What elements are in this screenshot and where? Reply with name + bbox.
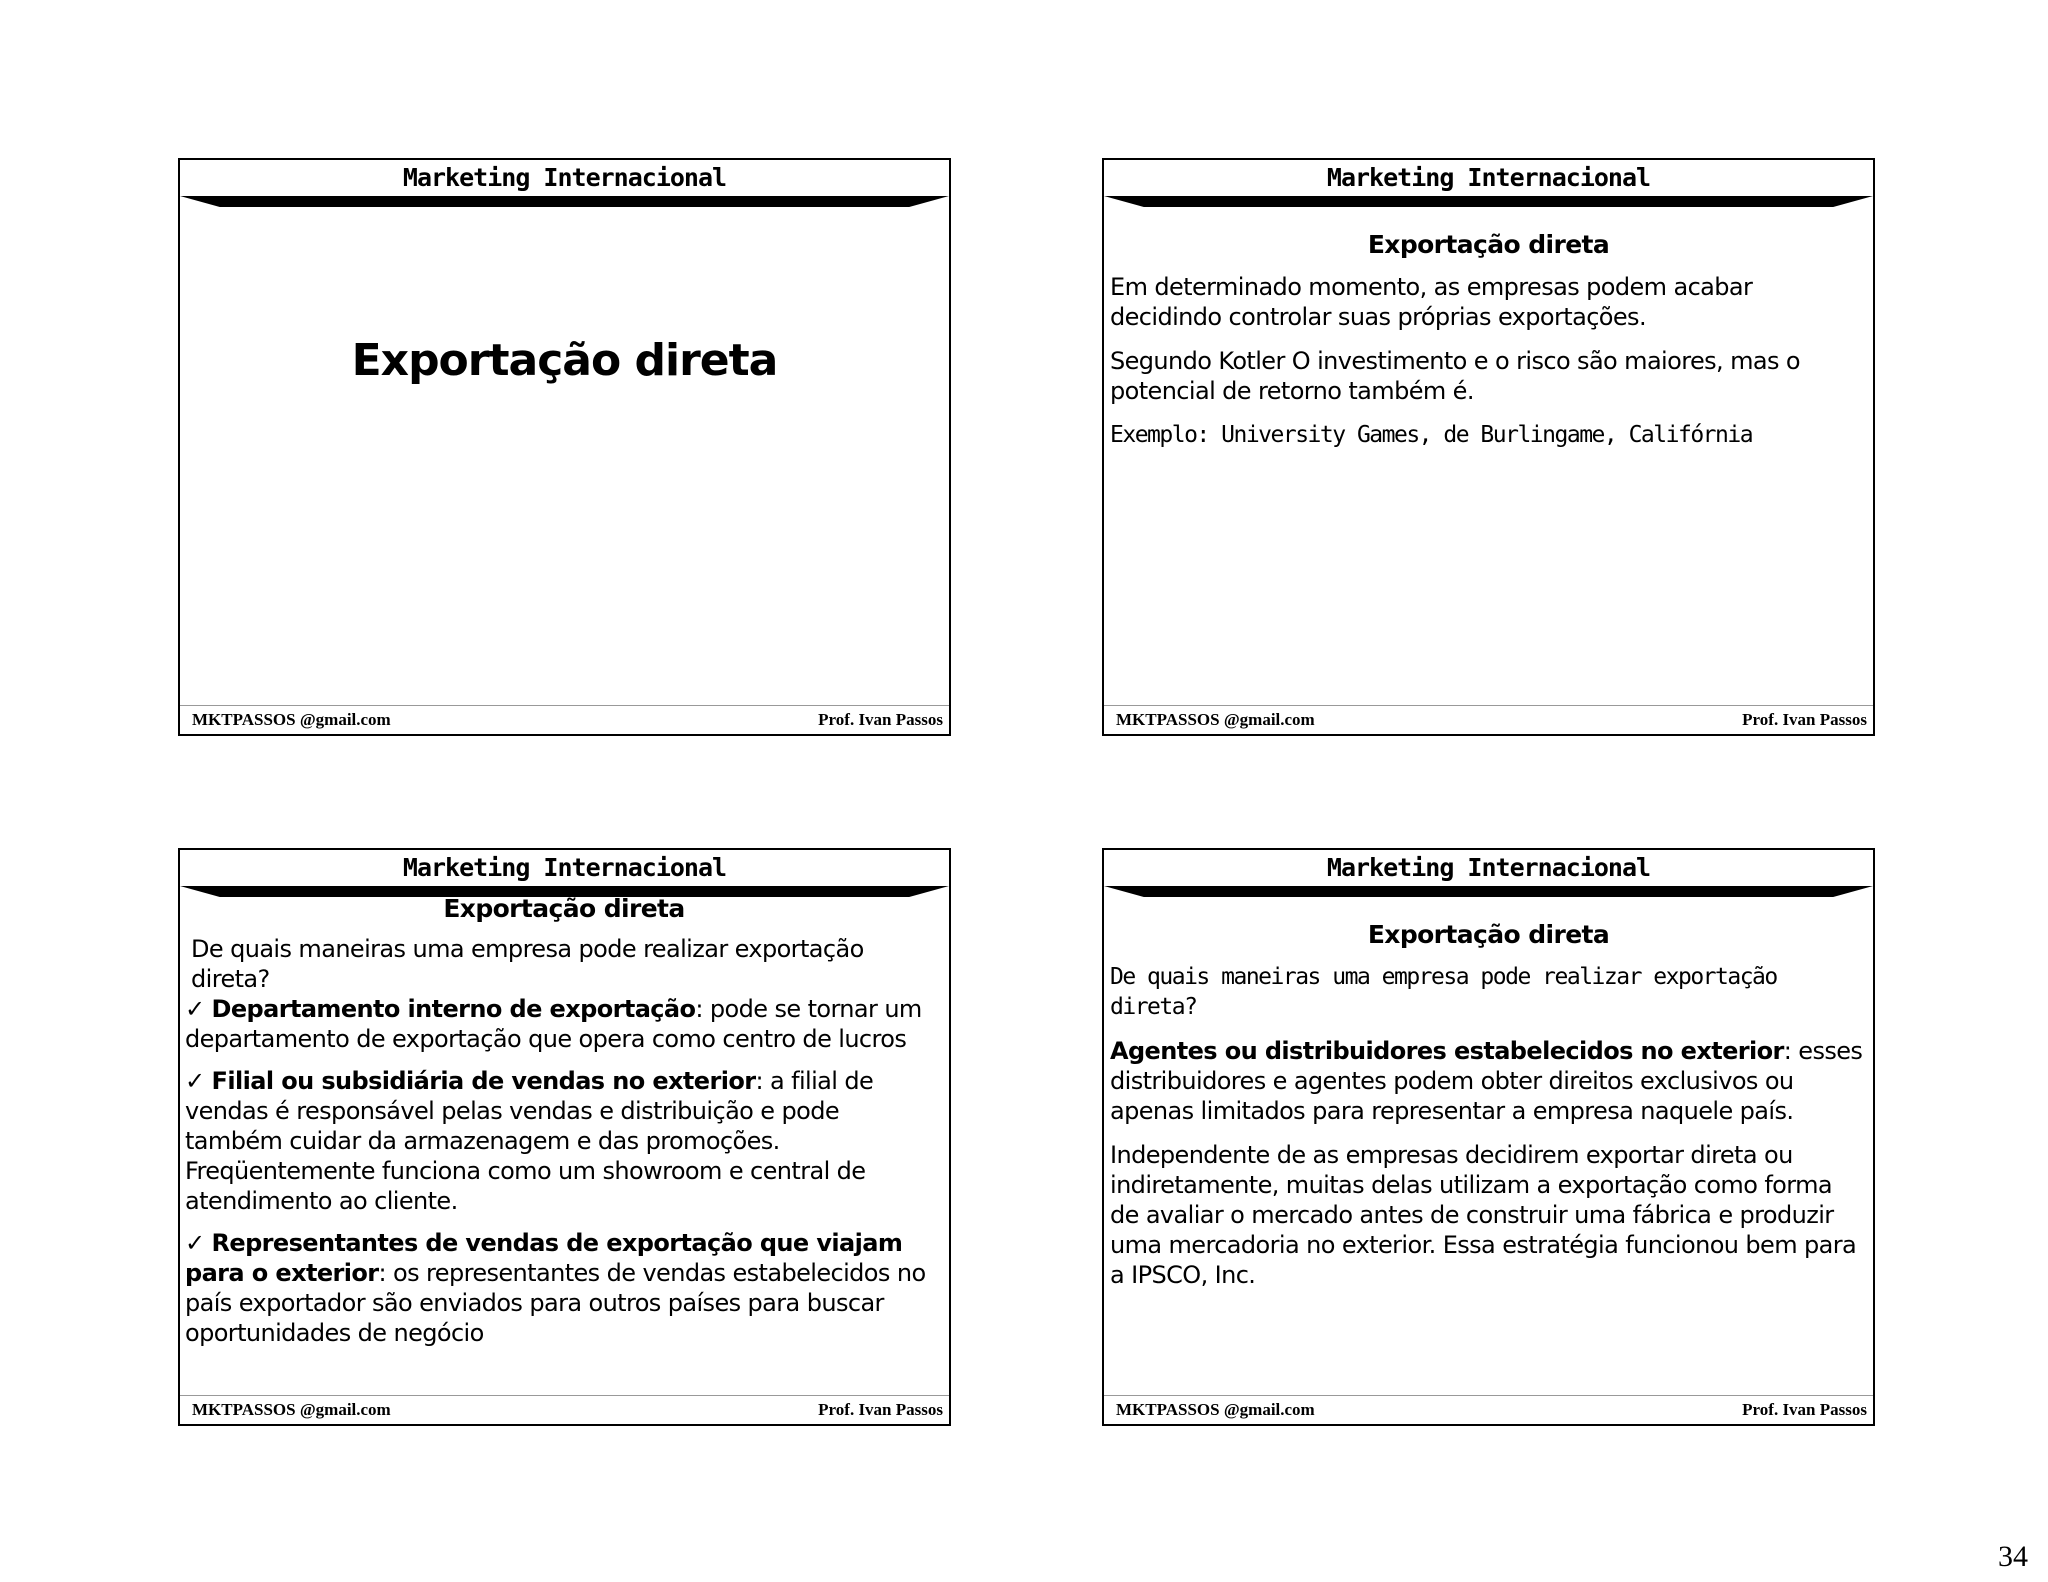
footer-author: Prof. Ivan Passos: [1742, 710, 1867, 729]
slide-header: [1104, 160, 1873, 204]
footer-email: MKTPASSOS @gmail.com: [1116, 710, 1315, 729]
body-heading: Exportação direta: [1367, 230, 1610, 259]
question: De quais maneiras uma empresa pode realizar exportação direta?: [1110, 964, 1777, 1020]
checkmark-icon: ✓: [185, 995, 205, 1023]
footer-email: MKTPASSOS @gmail.com: [192, 1400, 391, 1419]
slide-footer: [1104, 705, 1873, 734]
item-term: Representantes de vendas de exportação que viajam para o exterior: [185, 1229, 903, 1287]
slide-header-title: Marketing Internacional: [1326, 163, 1651, 192]
header-divider: [1104, 196, 1873, 207]
slide-header-title: Marketing Internacional: [402, 163, 727, 192]
slide-header: [1104, 850, 1873, 894]
slide-3: [178, 848, 951, 1426]
agents-paragraph: [1110, 1036, 1867, 1126]
paragraph: Segundo Kotler O investimento e o risco são maiores, mas o potencial de retorno também é.: [1110, 347, 1800, 405]
list-item: [185, 1066, 943, 1216]
slide-body: [185, 894, 943, 1394]
item-text: : pode se tornar um departamento de exportação que opera como centro de lucros: [185, 995, 922, 1053]
agents-term: Agentes ou distribuidores estabelecidos no exterior: [1110, 1037, 1784, 1065]
checkmark-icon: ✓: [185, 1067, 205, 1095]
slide-title: Exportação direta: [351, 335, 778, 386]
item-text: : a filial de vendas é responsável pelas vendas e distribuição e pode também cuidar da armazenagem e das promoções. Freqüentemente funciona como um showroom e central de atendimento ao cliente.: [185, 1067, 874, 1215]
slide-footer: [180, 1395, 949, 1424]
page-number: 34: [1998, 1540, 2028, 1573]
header-divider: [1104, 886, 1873, 897]
slide-footer: [1104, 1395, 1873, 1424]
checkmark-icon: ✓: [185, 1229, 205, 1257]
slide-body: [1110, 920, 1867, 1394]
body-heading: Exportação direta: [1367, 920, 1610, 949]
paragraph: Em determinado momento, as empresas podem acabar decidindo controlar suas próprias exportações.: [1110, 273, 1753, 331]
footer-author: Prof. Ivan Passos: [818, 1400, 943, 1419]
list-item: [185, 994, 943, 1054]
item-term: Departamento interno de exportação: [211, 995, 696, 1023]
slide-footer: [180, 705, 949, 734]
slide-header-title: Marketing Internacional: [1326, 853, 1651, 882]
slide-2: [1102, 158, 1875, 736]
slide-header: [180, 160, 949, 204]
footer-author: Prof. Ivan Passos: [818, 710, 943, 729]
example-paragraph: Exemplo: University Games, de Burlingame, Califórnia: [1110, 422, 1753, 448]
slide-4: [1102, 848, 1875, 1426]
list-item: [185, 1228, 943, 1348]
footer-email: MKTPASSOS @gmail.com: [192, 710, 391, 729]
question: De quais maneiras uma empresa pode realizar exportação direta?: [191, 935, 864, 993]
slide-header-title: Marketing Internacional: [402, 853, 727, 882]
slide-1: [178, 158, 951, 736]
footer-author: Prof. Ivan Passos: [1742, 1400, 1867, 1419]
item-term: Filial ou subsidiária de vendas no exterior: [211, 1067, 756, 1095]
header-divider: [180, 196, 949, 207]
body-heading: Exportação direta: [443, 894, 685, 923]
slide-body: [1110, 230, 1867, 704]
item-text: : os representantes de vendas estabelecidos no país exportador são enviados para outros países para buscar oportunidades de negócio: [185, 1259, 926, 1347]
agents-text: : esses distribuidores e agentes podem obter direitos exclusivos ou apenas limitados para representar a empresa naquele país.: [1110, 1037, 1863, 1125]
footer-email: MKTPASSOS @gmail.com: [1116, 1400, 1315, 1419]
closing-paragraph: Independente de as empresas decidirem exportar direta ou indiretamente, muitas delas utilizam a exportação como forma de avaliar o mercado antes de construir uma fábrica e produzir uma mercadoria no exterior. Essa estratégia funcionou bem para a IPSCO, Inc.: [1110, 1141, 1857, 1289]
slide-header: [180, 850, 949, 894]
